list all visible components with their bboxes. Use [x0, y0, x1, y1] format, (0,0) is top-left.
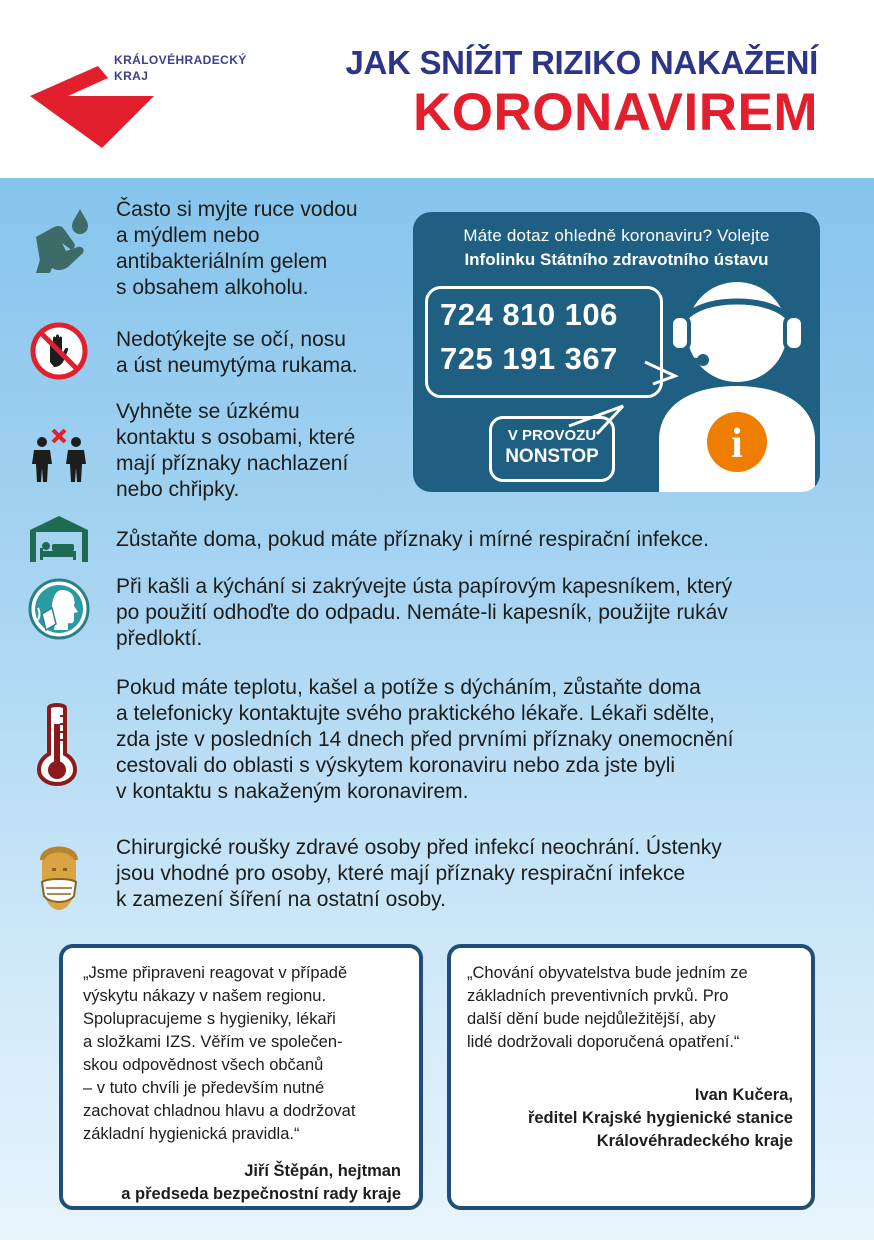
tip-line: cestovali do oblasti s výskytem koronaviru nebo zda jste byli — [116, 754, 676, 777]
tip-avoid-contact — [116, 399, 355, 503]
tip-line: s obsahem alkoholu. — [116, 276, 309, 299]
infoline-box — [413, 212, 820, 492]
quote-line: Spolupracujeme s hygieniky, lékaři — [83, 1010, 336, 1028]
logo-text — [114, 52, 247, 84]
quote-line: další dění bude nejdůležitější, aby — [467, 1010, 716, 1028]
quote-line: – v tuto chvíli je především nutné — [83, 1079, 325, 1097]
quote-text — [83, 962, 355, 1146]
quote-line: výskytu nákazy v našem regionu. — [83, 987, 327, 1005]
phone-number-1[interactable]: 724 810 106 — [440, 297, 618, 332]
tip-line: mají příznaky nachlazení — [116, 452, 349, 475]
tip-fever — [116, 675, 734, 805]
author-line: a předseda bezpečnostní rady kraje — [121, 1185, 401, 1203]
quote-line: „Chování obyvatelstva bude jedním ze — [467, 964, 748, 982]
author-line: Královéhradeckého kraje — [596, 1132, 793, 1150]
quote-author — [121, 1160, 401, 1206]
tip-line: Nedotýkejte se očí, nosu — [116, 328, 346, 351]
tip-hand-wash — [116, 197, 358, 301]
avoid-contact-icon — [30, 428, 88, 484]
tip-mask — [116, 835, 722, 913]
tip-line: jsou vhodné pro osoby, které mají příznaky respirační infekce — [116, 862, 686, 885]
tip-line: kontaktu s osobami, které — [116, 426, 356, 449]
nonstop-badge — [489, 416, 615, 482]
tip-line: předloktí. — [116, 627, 203, 650]
no-touch-face-icon — [30, 322, 88, 380]
quote-line: základních preventivních prvků. Pro — [467, 987, 729, 1005]
tip-line: Vyhněte se úzkému — [116, 400, 300, 423]
quote-line: základní hygienická pravidla.“ — [83, 1125, 300, 1143]
quote-author — [528, 1084, 793, 1153]
info-letter: i — [731, 421, 743, 467]
title-line-1: JAK SNÍŽIT RIZIKO NAKAŽENÍ — [345, 44, 818, 81]
quote-line: a složkami IZS. Věřím ve společen- — [83, 1033, 343, 1051]
tip-line: Při kašli a kýchání si zakrývejte ústa papírovým kapesníkem, který — [116, 575, 733, 598]
header — [0, 0, 874, 178]
logo-line-1: KRÁLOVÉHRADECKÝ — [114, 53, 247, 67]
quote-line: „Jsme připraveni reagovat v případě — [83, 964, 348, 982]
infoline-question: Máte dotaz ohledně koronaviru? Volejte — [463, 226, 770, 245]
tip-line: antibakteriálním gelem — [116, 250, 328, 273]
tip-line: a mýdlem nebo — [116, 224, 260, 247]
tip-line: a telefonicky kontaktujte svého praktického lékaře. Lékaři sdělte, — [116, 702, 715, 725]
tip-line: zda jste v posledních 14 dnech před prvními příznaky onemocnění — [116, 728, 734, 751]
tip-no-touch — [116, 327, 358, 379]
tip-line: Chirurgické roušky zdravé osoby před infekcí neochrání. Ústenky — [116, 836, 722, 859]
tip-line: Pokud máte teplotu, kašel a potíže s dýcháním, zůstaňte doma — [116, 676, 701, 699]
cough-cover-icon — [28, 578, 90, 640]
title-line-2: KORONAVIREM — [413, 83, 818, 142]
tip-stay-home — [116, 527, 709, 553]
quote-line: zachovat chladnou hlavu a dodržovat — [83, 1102, 356, 1120]
quote-text — [467, 962, 748, 1054]
author-line: ředitel Krajské hygienické stanice — [527, 1109, 793, 1127]
quote-hejtman — [59, 944, 423, 1210]
face-mask-icon — [30, 838, 88, 914]
tip-line: Často si myjte ruce vodou — [116, 198, 358, 221]
quote-hygienik — [447, 944, 815, 1210]
tip-line: v kontaktu s nakaženým koronavirem. — [116, 780, 469, 803]
logo-line-2: KRAJ — [114, 69, 149, 83]
infoline-name: Infolinku Státního zdravotního ústavu — [464, 250, 769, 269]
tip-line: po použití odhoďte do odpadu. Nemáte-li kapesník, použijte rukáv — [116, 601, 728, 624]
phone-number-2[interactable]: 725 191 367 — [440, 341, 618, 376]
author-line: Ivan Kučera, — [694, 1086, 793, 1104]
phone-numbers-box — [425, 286, 663, 398]
nonstop-line-2: NONSTOP — [505, 446, 599, 467]
quote-line: skou odpovědnost všech občanů — [83, 1056, 324, 1074]
author-line: Jiří Štěpán, hejtman — [244, 1162, 401, 1180]
tip-line: k zamezení šíření na ostatní osoby. — [116, 888, 446, 911]
tip-cough — [116, 574, 732, 652]
nonstop-line-1: V PROVOZU — [507, 427, 597, 444]
tip-line: nebo chřipky. — [116, 478, 240, 501]
hand-wash-icon — [32, 207, 96, 275]
tip-line: a úst neumytýma rukama. — [116, 354, 358, 377]
thermometer-icon — [34, 702, 80, 786]
quote-line: lidé dodržovali doporučená opatření.“ — [467, 1033, 740, 1051]
stay-home-icon — [28, 514, 90, 564]
tip-line: Zůstaňte doma, pokud máte příznaky i mírné respirační infekce. — [116, 528, 709, 551]
